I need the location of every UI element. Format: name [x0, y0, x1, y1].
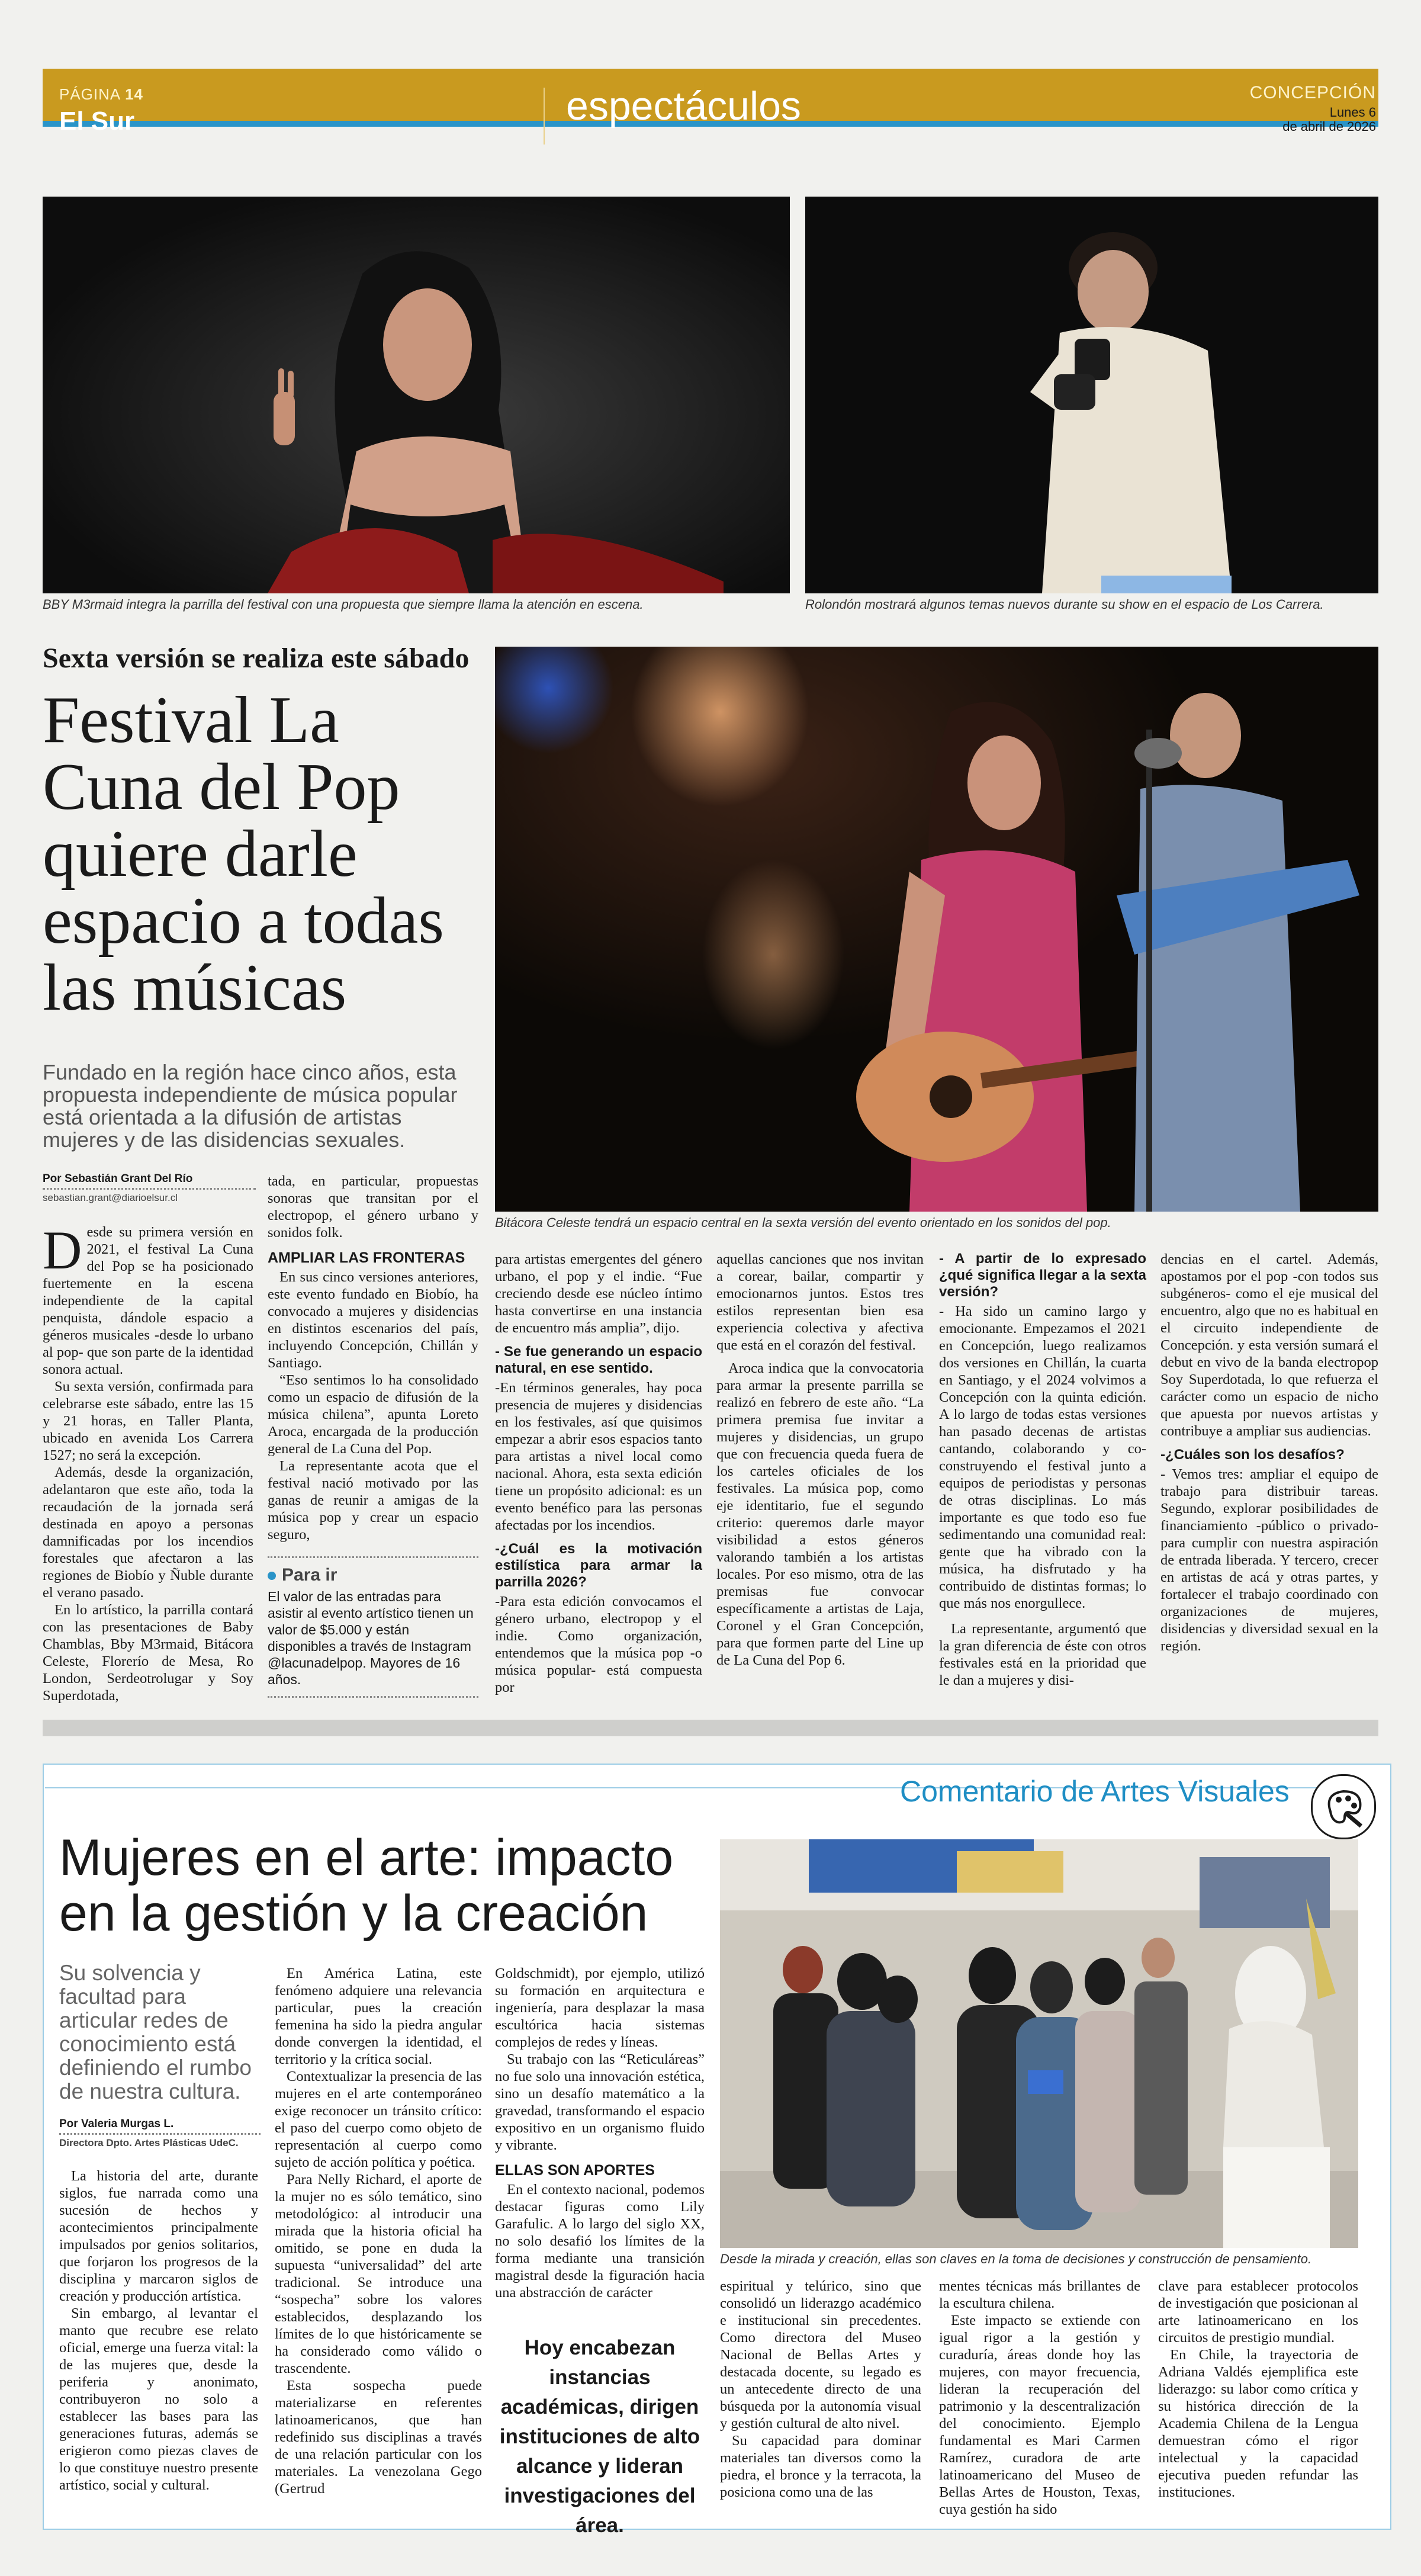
lead-line: mujeres y de las disidencias sexuales. — [43, 1128, 406, 1152]
paragraph: Su capacidad para dominar materiales tan diversos como la piedra, el bronce y la terracota, la posiciona como una de las — [720, 2433, 921, 2500]
lead-line: facultad para — [59, 1984, 186, 2009]
paragraph: En Chile, la trayectoria de Adriana Valdés ejemplifica este liderazgo: su labor como crítica y su histórica dirección de la Academia Chilena de la Lengua demuestran cómo el rigor intelectual y la capacidad ejecutiva pueden refundar las instituciones. — [1158, 2347, 1358, 2500]
para-ir-box-title: Para ir — [268, 1566, 478, 1583]
headline-line: las músicas — [43, 951, 347, 1024]
photo-caption-rolondon: Rolondón mostrará algunos temas nuevos durante su show en el espacio de Los Carrera. — [805, 597, 1324, 612]
article2-col-1 — [59, 2167, 258, 2494]
subheading: ELLAS SON APORTES — [495, 2162, 655, 2179]
bullet-dot-icon — [268, 1572, 276, 1580]
paragraph: Además, desde la organización, adelantaron que este año, toda la recaudación de la jornada será destinada en apoyo a personas damnificadas por los incendios forestales que afectaron a las regiones de Biobío y Ñuble durante el verano pasado. — [43, 1464, 253, 1601]
paragraph: - Ha sido un camino largo y emocionante. Empezamos el 2021 en Concepción, luego realizamos dos versiones en Chillán, la cuarta en Santiago, y el 2024 volvimos a Concepción con la quinta edición. A lo largo de todas estas versiones han pasado decenas de artistas cantando, colaborando y co-construyendo el festival junto a equipos de periodistas y personas de otras disciplinas. Lo más importante es que todo eso fue sedimentando una comunidad real: gente que ha vibrado con la música, ha disfrutado y ha contribuido de distintas formas; lo que más nos enorgullece. — [939, 1303, 1146, 1611]
commentary-lead — [59, 1961, 296, 2103]
photo-bby-m3rmaid — [43, 197, 790, 593]
para-ir-text: El valor de las entradas para asistir al evento artístico tienen un valor de $5.000 y están disponibles a través de Instagram @lacunadelpop. Mayores de 16 años. — [268, 1589, 474, 1687]
byline-role: Directora Dpto. Artes Plásticas UdeC. — [59, 2137, 239, 2148]
paragraph: mentes técnicas más brillantes de la escultura chilena. — [939, 2278, 1140, 2311]
article2-col-2 — [275, 1965, 482, 2497]
commentary-section-title: Comentario de Artes Visuales — [900, 1775, 1290, 1808]
paragraph: -Para esta edición convocamos el género urbano, electropop y el indie. Como organización, entendemos que la música pop -o música popular- está compuesta por — [495, 1594, 702, 1695]
paragraph: La historia del arte, durante siglos, fue narrada como una sucesión de hechos y acontecimientos principalmente impulsados por genios solitarios, que forjaron los progresos de la disciplina y marcaron siglos de creación y producción artística. — [59, 2168, 258, 2304]
header-divider — [544, 88, 545, 144]
lead-line: de nuestra cultura. — [59, 2079, 241, 2103]
article2-col-3 — [495, 1965, 705, 2301]
headline-line: Festival La — [43, 683, 339, 757]
article2-col-5 — [939, 2278, 1140, 2518]
article-kicker: Sexta versión se realiza este sábado — [43, 643, 470, 674]
paragraph: Su trabajo con las “Reticuláreas” no fue solo una innovación estética, sino un desafío matemático a la gravedad, transformando el espacio expositivo en un organismo fluido y vibrante. — [495, 2051, 705, 2153]
article-lead — [43, 1061, 493, 1151]
pullquote-line: instituciones de alto — [499, 2425, 700, 2448]
paragraph: espiritual y telúrico, sino que consolidó un liderazgo académico e institucional sin precedentes. Como directora del Museo Nacional de Bellas Artes y destacada docente, su legado es un antecedente directo de una búsqueda por la autonomía visual y gestión cultural de alto nivel. — [720, 2278, 921, 2432]
paragraph: La representante acota que el festival nació motivado por las ganas de reunir a amigas de la música pop y crear un espacio seguro, — [268, 1458, 478, 1543]
paragraph: dencias en el cartel. Además, apostamos por el pop -con todos sus subgéneros- como el eje musical del encuentro, algo que no es habitual en el circuito independiente de Concepción. y esta versión sumará el debut en vivo de la banda electropop Soy Superdotada, lo que refuerza el carácter como un espacio de nicho que apuesta por nuevos artistas y contribuye a ampliar sus audiencias. — [1160, 1251, 1378, 1439]
article1-col-6 — [1160, 1251, 1378, 1655]
pullquote — [495, 2333, 705, 2540]
paragraph: “Eso sentimos lo ha consolidado como un espacio de difusión de la música chilena”, apunta Loreto Aroca, encargada de la producción general de La Cuna del Pop. — [268, 1372, 478, 1457]
paragraph: La representante, argumentó que la gran diferencia de éste con otros festivales está en la prioridad que le dan a mujeres y disi- — [939, 1621, 1146, 1688]
photo-caption-bitacora: Bitácora Celeste tendrá un espacio central en la sexta versión del evento orientado en los sonidos del pop. — [495, 1215, 1111, 1230]
section-title: espectáculos — [566, 83, 801, 129]
interview-question: -¿Cuáles son los desafíos? — [1160, 1447, 1345, 1463]
paragraph: esde su primera versión en 2021, el festival La Cuna del Pop se ha posicionado fuertemente en la escena independiente de la capital penquista, dándole espacio a géneros musicales -desde lo urbano al pop- que son parte de la identidad sonora actual. — [43, 1224, 253, 1377]
byline-email: sebastian.grant@diarioelsur.cl — [43, 1192, 178, 1203]
lead-line: articular redes de — [59, 2008, 229, 2032]
paragraph: tada, en particular, propuestas sonoras que transitan por el electropop, el género urbano y sonidos folk. — [268, 1173, 478, 1241]
lead-line: Su solvencia y — [59, 1961, 201, 1985]
paragraph: - Vemos tres: ampliar el equipo de trabajo para distribuir tareas. Segundo, explorar posibilidades de financiamiento -público o privado- para cumplir con nuestra aspiración de entrada liberada. Y tercero, crecer en artistas de acá y otras partes, y fortalecer el trabajo coordinado con organizaciones de mujeres, disidencias y diversidad sexual en la región. — [1160, 1466, 1378, 1654]
pullquote-line: Hoy encabezan instancias — [524, 2336, 676, 2389]
headline-line: Cuna del Pop — [43, 750, 400, 824]
lead-line: definiendo el rumbo — [59, 2055, 252, 2080]
photo-caption-gallery: Desde la mirada y creación, ellas son claves en la toma de decisiones y construcción de pensamiento. — [720, 2251, 1312, 2266]
dropcap: D — [43, 1220, 82, 1280]
paragraph: -En términos generales, hay poca presencia de mujeres y disidencias en los festivales, así que quisimos empezar a abrir esos espacios tanto para artistas a nivel local como nacional. Ahora, esta sexta edición tiene un propósito adicional: es un evento benéfico para las personas afectadas por los incendios. — [495, 1380, 702, 1533]
article-byline — [43, 1173, 256, 1204]
pullquote-line: alcance y lideran — [516, 2455, 684, 2478]
headline-line: Mujeres en el arte: impacto — [59, 1829, 674, 1886]
byline-author: Por Sebastián Grant Del Río — [43, 1173, 193, 1185]
byline-author: Por Valeria Murgas L. — [59, 2118, 174, 2130]
headline-line: en la gestión y la creación — [59, 1885, 648, 1942]
paragraph: Para Nelly Richard, el aporte de la mujer no es sólo temático, sino metodológico: al introducir una mirada que la historia oficial ha omitido, se pone en duda la supuesta “universalidad” del arte tradicional. Se introduce una “sospecha” sobre los valores establecidos, desplazando los límites de lo que históricamente se ha considerado como válido o trascendente. — [275, 2172, 482, 2376]
paragraph: aquellas canciones que nos invitan a corear, bailar, compartir y emocionarnos juntos. Estos tres estilos representan bien esa experiencia colectiva y afectiva que está en el corazón del festival. — [716, 1251, 924, 1353]
article1-col-1 — [43, 1220, 253, 1704]
paragraph: Su sexta versión, confirmada para celebrarse este sábado, entre las 15 y 21 horas, en Taller Planta, ubicado en avenida Los Carrera 1527; no será la excepción. — [43, 1379, 253, 1463]
paragraph: Contextualizar la presencia de las mujeres en el arte contemporáneo exige reconocer un tránsito crítico: el paso del cuerpo como objeto de representación al cuerpo como sujeto de acción política y poética. — [275, 2068, 482, 2170]
paragraph: clave para establecer protocolos de investigación que posicionan al arte latinoamericano en los circuitos de prestigio mundial. — [1158, 2278, 1358, 2346]
paragraph: En el contexto nacional, podemos destacar figuras como Lily Garafulic. A lo largo del siglo XX, no solo desafió los límites de la forma mediante una transición magistral desde la figuración hacia una abstracción de carácter — [495, 2182, 705, 2301]
page-label: PÁGINA 14 — [59, 85, 143, 103]
paragraph: Aroca indica que la convocatoria para armar la presente parrilla se realizó en febrero de este año. “La primera premisa fue invitar a mujeres y disidencias, un grupo que con frecuencia queda fuera de los carteles oficiales de los festivales. La música pop, como eje identitario, fue el segundo criterio: queremos darle mayor visibilidad a estos géneros valorando también a los artistas locales. Por eso mismo, otra de las premisas fue convocar específicamente a artistas de Laja, Coronel y el Gran Concepción, para que formen parte del Line up de La Cuna del Pop 6. — [716, 1360, 924, 1668]
pullquote-line: académicas, dirigen — [500, 2395, 699, 2418]
headline-line: quiere darle — [43, 817, 358, 891]
subheading: AMPLIAR LAS FRONTERAS — [268, 1250, 465, 1266]
article-headline — [43, 683, 487, 1024]
date-full: de abril de 2026 — [1282, 119, 1376, 134]
palette-icon — [1311, 1774, 1376, 1839]
paragraph: Sin embargo, al levantar el manto que recubre ese relato oficial, emerge una fuerza vital: la de las mujeres que, desde la periferia y anonimato, contribuyeron no solo a establecer las bases para las generaciones futuras, además se erigieron como piezas claves de lo que constituye nuestro presente artístico, social y cultural. — [59, 2305, 258, 2493]
lead-line: propuesta independiente de música popular — [43, 1083, 458, 1107]
paragraph: En lo artístico, la parrilla contará con las presentaciones de Baby Chamblas, Bby M3rmaid, Bitácora Celeste, Florerío de Mesa, Ro London, Serdeotrolugar y Soy Superdotada, — [43, 1602, 253, 1704]
interview-question: - A partir de lo expresado ¿qué significa llegar a la sexta versión? — [939, 1251, 1146, 1300]
photo-bitacora-celeste — [495, 647, 1378, 1212]
lead-line: Fundado en la región hace cinco años, esta — [43, 1060, 456, 1084]
article1-col-4 — [716, 1251, 924, 1669]
paper-name: El Sur — [59, 107, 135, 136]
header-city: CONCEPCIÓN — [1249, 83, 1376, 102]
commentary-headline — [59, 1830, 710, 1941]
paragraph: para artistas emergentes del género urbano, el pop y el indie. “Fue creciendo desde ese núcleo íntimo hasta convertirse en una instancia de encuentro más amplia”, dijo. — [495, 1251, 702, 1336]
paragraph: Este impacto se extiende con igual rigor a la gestión y curaduría, áreas donde hoy las mujeres, con mayor frecuencia, lideran la recuperación del patrimonio y la descentralización del conocimiento. Ejemplo fundamental es Mari Carmen Ramírez, curadora de arte latinoamericano del Museo de Bellas Artes de Houston, Texas, cuya gestión ha sido — [939, 2312, 1140, 2517]
date-weekday: Lunes 6 — [1329, 105, 1376, 120]
commentary-byline — [59, 2118, 261, 2149]
section-separator — [43, 1720, 1378, 1736]
page-number: 14 — [125, 85, 143, 103]
paragraph: En América Latina, este fenómeno adquiere una relevancia particular, pues la creación femenina ha sido la piedra angular donde convergen la identidad, el territorio y la crítica social. — [275, 1965, 482, 2067]
photo-gallery-visitors — [720, 1839, 1358, 2248]
interview-question: -¿Cuál es la motivación estilística para armar la parrilla 2026? — [495, 1541, 702, 1590]
headline-line: espacio a todas — [43, 884, 444, 958]
lead-line: conocimiento está — [59, 2032, 236, 2056]
paragraph: Esta sospecha puede materializarse en referentes latinoamericanos, que han redefinido sus disciplinas a través de una relación particular con los materiales. La venezolana Gego (Gertrud — [275, 2378, 482, 2497]
header-date — [1282, 105, 1376, 134]
article1-col-2 — [268, 1173, 478, 1698]
photo-rolondon — [805, 197, 1378, 593]
article1-col-3 — [495, 1251, 702, 1696]
photo-caption-bby: BBY M3rmaid integra la parrilla del festival con una propuesta que siempre llama la atención en escena. — [43, 597, 644, 612]
pullquote-line: investigaciones del área. — [504, 2484, 696, 2537]
lead-line: está orientada a la difusión de artistas — [43, 1105, 402, 1129]
article1-col-5 — [939, 1251, 1146, 1689]
article2-col-6 — [1158, 2278, 1358, 2501]
interview-question: - Se fue generando un espacio natural, en ese sentido. — [495, 1344, 702, 1376]
paragraph: Goldschmidt), por ejemplo, utilizó su formación en arquitectura e ingeniería, para desplazar la masa escultórica hacia sistemas complejos de redes y líneas. — [495, 1965, 705, 2050]
paragraph: En sus cinco versiones anteriores, este evento fundado en Biobío, ha convocado a mujeres y disidencias en distintos escenarios del país, incluyendo Concepción, Chillán y Santiago. — [268, 1269, 478, 1371]
article2-col-4 — [720, 2278, 921, 2501]
